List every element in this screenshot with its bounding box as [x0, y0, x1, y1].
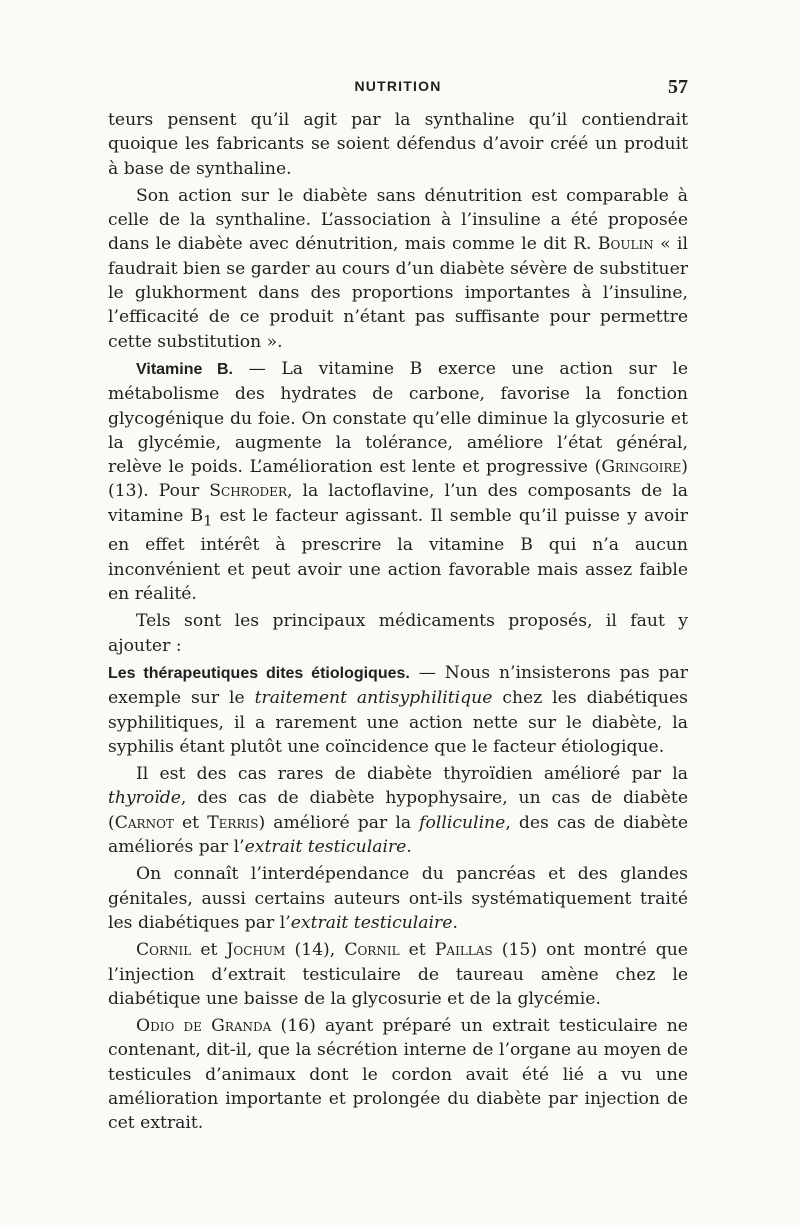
author-name: Paillas [434, 940, 493, 961]
text-span: — Nous n’insisterons pas par exemple sur le [108, 662, 689, 709]
text-span: (15) ont montré que l’injection d’extrait testiculaire de taureau amène chez le diabétique une baisse de la glycosurie et de la glycémie. [108, 940, 688, 1009]
paragraph-cornil-jochum [108, 938, 688, 1011]
text-span: et [399, 940, 435, 961]
section-heading-vitamine-b: Vitamine B. [136, 360, 233, 378]
italic-term: thyroïde [108, 788, 181, 809]
italic-term: extrait testiculaire [290, 912, 453, 933]
italic-term: folliculine [419, 812, 506, 833]
paragraph-synthaline-comparison [108, 184, 688, 354]
italic-term: extrait testiculaire [244, 837, 407, 858]
paragraph-principal-medications: Tels sont les principaux médicaments proposés, il faut y ajouter : [108, 611, 688, 656]
author-name: Gringoire [601, 457, 682, 478]
page-header [108, 76, 688, 102]
text-span: — La vitamine B exerce une action sur le métabolisme des hydrates de carbone, favorise la fonction glycogénique du foie. On constate qu’elle diminue la glycosurie et la glycémie, augmente la tolérance, améliore l’état général, relève le poids. L’amélioration est lente et progressive ( [108, 358, 689, 478]
author-name: Carnot [114, 812, 174, 833]
author-name: Schroder [209, 481, 287, 502]
text-span: On connaît l’interdépendance du pancréas et des glandes génitales, aussi certains auteurs ont-ils systématiquement traité les diabétiques par l’ [108, 864, 688, 933]
paragraph-pancreas-glands [108, 862, 688, 935]
text-span: et [173, 812, 208, 833]
text-span: . [406, 837, 412, 858]
paragraph-vitamine-b [108, 357, 688, 606]
text-span: Son action sur le diabète sans dénutrition est comparable à celle de la synthaline. L’association à l’insuline a été proposée dans le diabète avec dénutrition, mais comme le dit R. [108, 185, 688, 255]
author-name: Odio de Granda [136, 1016, 272, 1037]
text-span: « il faudrait bien se garder au cours d’un diabète sévère de substituer le glukhorment dans des proportions importantes à l’insuline, l’efficacité de ce produit n’étant pas suffisante pour permettre cette substitution ». [108, 234, 689, 352]
author-name: Cornil [136, 940, 192, 961]
text-span: (14), [285, 940, 345, 961]
text-span: et [191, 940, 227, 961]
author-name: Boulin [597, 234, 654, 255]
paragraph-therapeutiques-etiologiques [108, 661, 688, 759]
text-span: . [452, 912, 458, 933]
text-span: ) amélioré par la [258, 812, 420, 833]
author-name: Jochum [226, 940, 286, 961]
paragraph-thyroid [108, 762, 688, 859]
author-name: Cornil [344, 940, 400, 961]
page-number: 57 [668, 76, 688, 98]
running-title: NUTRITION [354, 78, 442, 94]
section-heading-therapeutiques: Les thérapeutiques dites étiologiques. [108, 664, 410, 682]
text-span: ) (13). Pour [108, 457, 688, 502]
paragraph-odio-de-granda [108, 1014, 688, 1135]
text-span: Il est des cas rares de diabète thyroïdien amélioré par la [136, 764, 688, 785]
text-span: chez les diabétiques syphilitiques, il a rarement une action nette sur le diabète, la syphilis étant plutôt une coïncidence que le facteur étiologique. [108, 688, 688, 757]
author-name: Terris [207, 812, 259, 833]
text-span: , des cas de diabète hypophysaire, un cas de diabète ( [108, 788, 688, 833]
subscript: 1 [203, 513, 213, 530]
page-body [108, 108, 688, 1139]
paragraph-continuation: teurs pensent qu’il agit par la synthaline qu’il contiendrait quoique les fabricants se soient défendus d’avoir créé un produit à base de synthaline. [108, 110, 688, 179]
text-span: , des cas de diabète améliorés par l’ [108, 812, 688, 858]
text-span: , la lactoflavine, l’un des composants de la vitamine B [108, 481, 688, 526]
italic-term: traitement antisyphilitique [254, 688, 493, 709]
text-span: est le facteur agissant. Il semble qu’il puisse y avoir en effet intérêt à prescrire la vitamine B qui n’a aucun inconvénient et peut avoir une action favorable mais assez faible en réalité. [108, 505, 688, 605]
text-span: (16) ayant préparé un extrait testiculaire ne contenant, dit-il, que la sécrétion interne de l’organe au moyen de testicules d’animaux dont le cordon avait été lié a vu une amélioration importante et prolongée du diabète par injection de cet extrait. [108, 1016, 688, 1134]
